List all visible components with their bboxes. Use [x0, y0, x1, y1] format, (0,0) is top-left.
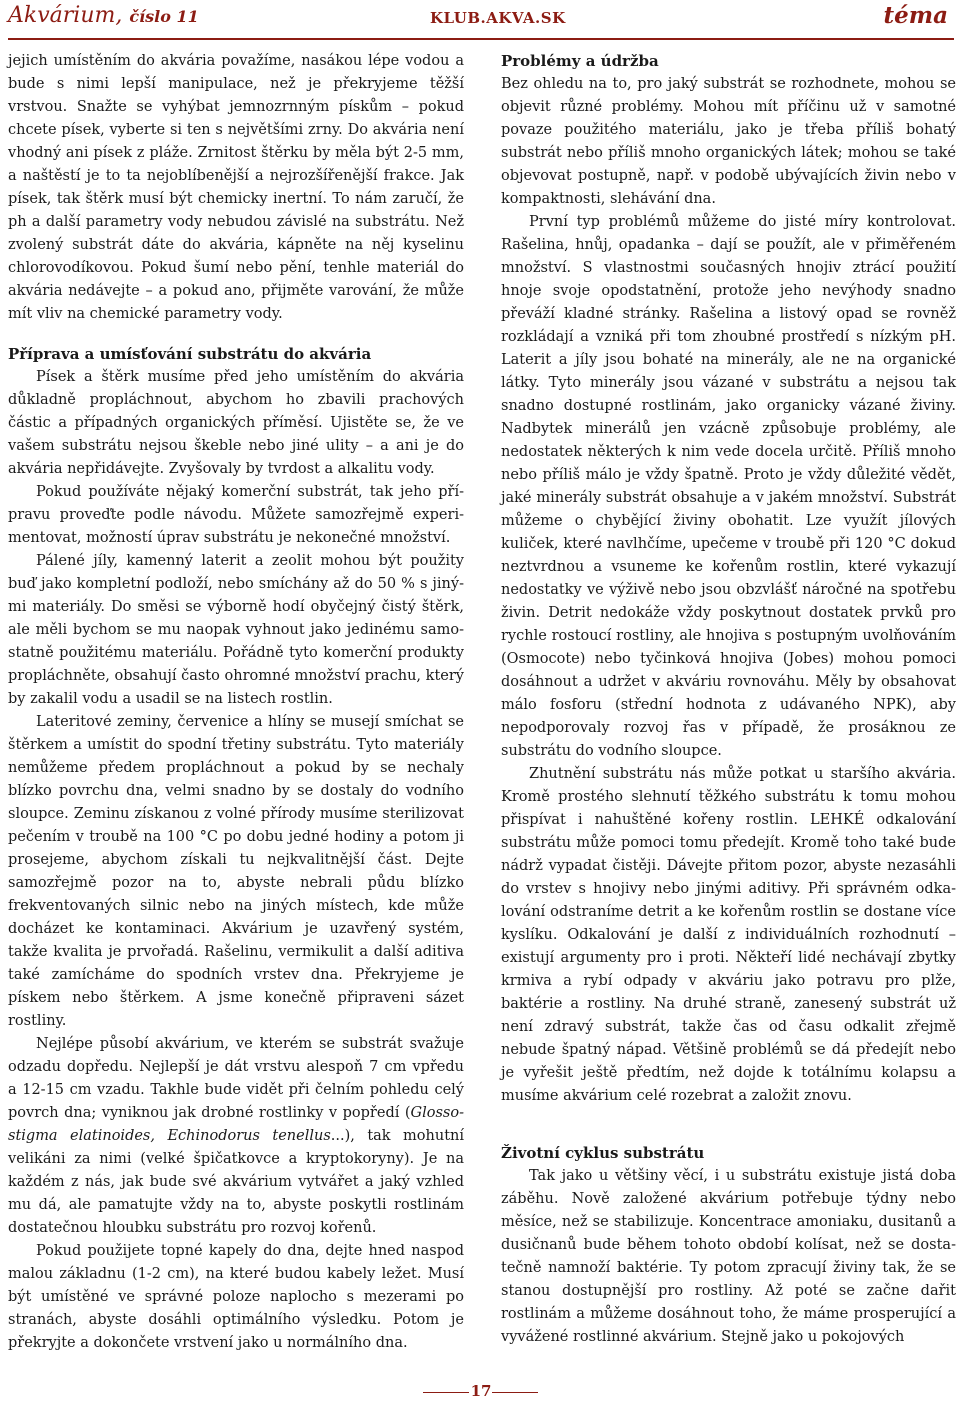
species-names: Glossostigma elatinoides, Echinodorus tenellus — [8, 1105, 464, 1144]
paragraph: Pálené jíly, kamenný laterit a zeolit mohou být použity buď jako kompletní podloží, nebo smíchány až do 50 % s jinými materiály. Do směsi se výborně hodí obyčejný čistý štěrk, ale měli bychom se mu naopak vyhnout jako jedinému samostatně použitému materiálu. Pořádně tyto komerční produkty propláchněte, obsahují často ohromné množství prachu, který by zakalil vodu a usadil se na listech rostlin. — [8, 553, 464, 707]
section-heading: Příprava a umísťování substrátu do akvária — [8, 345, 372, 363]
paragraph: Pokud používáte nějaký komerční substrát, tak jeho přípravu proveďte podle návodu. Můžete samozřejmě experimentovat, možností úprav substrátu je nekonečné množství. — [8, 484, 464, 546]
page-number-footer — [0, 1380, 960, 1402]
paragraph: První typ problémů můžeme do jisté míry kontrolovat. Rašelina, hnůj, opadanka – dají se použít, ale v přiměřeném množství. S vlastnostmi současných hnojiv ztrácí použití hnoje svoje opodstatnění, protože jeho nevýhody snadno převáží kladné stránky. Rašelina a listový opad se rovněž rozkládají a vzniká při tom zhoubné prostředí s nízkým pH. Laterit a jíly jsou bohaté na minerály, ale ne na organické látky. Tyto minerály jsou vázané v substrátu a nejsou tak snadno dostupné rostlinám, jako organicky vázané živiny. Nadbytek minerálů jen vzácně způsobuje problémy, ale nedostatek některých k nim vede docela určitě. Příliš mnoho nebo příliš málo je vždy špatně. Proto je vždy důležité vědět, jaké minerály substrát obsahuje a v jakém množství. Substrát můžeme o chybějící živiny obohatit. Lze využít jílových kuliček, které navlhčíme, upečeme v troubě při 120 °C dokud neztvrdnou a vsuneme ke kořenům rostlin, které vykazují nedostatky ve výživě nebo jsou obzvlášť náročné na spotřebu živin. Detrit nedokáže vždy poskytnout dostatek prvků pro rychle rostoucí rostliny, ale hnojiva s postupným uvolňováním (Osmocote) nebo tyčinková hnojiva (Jobes) mohou pomoci dosáhnout a udržet v akváriu rovnováhu. Měly by obsahovat málo fosforu (střední hodnota z udávaného NPK), aby nepodporovaly rozvoj řas v případě, že prosáknou ze substrátu do vodního sloupce. — [501, 214, 956, 759]
header-rule — [8, 38, 954, 40]
paragraph-text: ...), tak mohutní velikáni za nimi (velké špičatkovce a kryptokoryny). Je na každém z nás, jak bude své akvárium vytvářet a jaký vzhled mu dá, ale pamatujte vždy na to, abyste poskytli rostlinám dostatečnou hloubku substrátu pro rozvoj kořenů. — [8, 1128, 464, 1236]
section-label: téma — [883, 2, 948, 29]
footer-rule-right — [492, 1392, 538, 1393]
magazine-title — [8, 3, 199, 28]
paragraph: Lateritové zeminy, červenice a hlíny se musejí smíchat se štěrkem a umístit do spodní třetiny substrátu. Tyto materiály nemůžeme předem propláchnout a pokud by se nechaly blízko povrchu dna, velmi snadno by se dostaly do vodního sloupce. Zeminu získanou z volné přírody musíme sterilizovat pečením v troubě na 100 °C po dobu jedné hodiny a potom ji prosejeme, abychom získali tu nejkvalitnější část. Dejte samozřejmě pozor na to, abyste nebrali půdu blízko frekventovaných silnic nebo na jiných místech, kde může docházet ke kontaminaci. Akvárium je uzavřený systém, takže kvalita je prvořadá. Rašelinu, vermikulit a další aditiva také zamícháme do spodních vrstev dna. Překryjeme je pískem nebo štěrkem. A jsme konečně připraveni sázet rostliny. — [8, 714, 464, 1029]
page-header — [8, 0, 954, 38]
section-heading: Problémy a údržba — [501, 52, 659, 70]
paragraph: Písek a štěrk musíme před jeho umístěním do akvária důkladně propláchnout, abychom ho zbavili prachových částic a případných organických příměsí. Ujistěte se, že ve vašem substrátu nejsou škeble nebo jiné ulity – a ani je do akvária nepřidávejte. Zvyšovaly by tvrdost a alkalitu vody. — [8, 369, 464, 477]
section-heading: Životní cyklus substrátu — [501, 1144, 705, 1162]
paragraph-text: Nejlépe působí akvárium, ve kterém se substrát svažuje odzadu dopředu. Nejlepší je dát vrstvu alespoň 7 cm vpředu a 12-15 cm vzadu. Takhle bude vidět při čelním pohledu celý povrch dna; vyniknou jak drobné rostlinky v popředí ( — [8, 1036, 464, 1121]
issue-number: číslo 11 — [129, 7, 199, 26]
footer-rule-left — [423, 1392, 469, 1393]
paragraph: jejich umístěním do akvária považíme, nasákou lépe vodou a bude s nimi lepší manipulace, než je překryjeme těžší vrstvou. Snažte se vyhýbat jemnozrnným pískům – pokud chcete písek, vyberte si ten s největšími zrny. Do akvária není vhodný ani písek z pláže. Zrnitost štěrku by měla být 2-5 mm, a naštěstí je to ta nejoblíbenější a nejrozšířenější frakce. Jak písek, tak štěrk musí být chemicky inertní. To nám zaručí, že ph a další parametry vody nebudou závislé na substrátu. Než zvolený substrát dáte do akvária, kápněte na něj kyselinu chlorovodíkovou. Pokud šumí nebo pění, tenhle materiál do akvária nedávejte – a pokud ano, přijměte varování, že může mít vliv na chemické parametry vody. — [8, 53, 464, 322]
left-column — [8, 50, 464, 1355]
right-column — [501, 50, 956, 1349]
paragraph: Pokud použijete topné kapely do dna, dejte hned naspod malou základnu (1-2 cm), na které budou kabely ležet. Musí být umístěné ve správné poloze naplocho s mezerami po stranách, abyste dosáhli optimálního výsledku. Potom je překryjte a dokončete vrstvení jako u normálního dna. — [8, 1243, 464, 1351]
paragraph: Bez ohledu na to, pro jaký substrát se rozhodnete, mohou se objevit různé problémy. Mohou mít příčinu už v samotné povaze použitého materiálu, jako je třeba příliš bohatý substrát nebo příliš mnoho organických látek; mohou se také objevovat postupně, např. v podobě ubývajících živin nebo v kompaktnosti, slehávání dna. — [501, 76, 956, 207]
site-link[interactable]: KLUB.AKVA.SK — [430, 9, 566, 27]
paragraph: Tak jako u většiny věcí, i u substrátu existuje jistá doba záběhu. Nově založené akvárium potřebuje týdny nebo měsíce, než se stabilizuje. Koncentrace amoniaku, dusitanů a dusičnanů bude během tohoto období kolísat, než se dostatečně namnoží baktérie. Ty potom zpracují živiny tak, že se stanou dostupnější pro rostliny. Až poté se začne dařit rostlinám a můžeme dosáhnout toho, že máme prosperující a vyvážené rostlinné akvárium. Stejně jako u pokojových — [501, 1168, 956, 1345]
page-number: 17 — [470, 1382, 492, 1400]
magazine-name: Akvárium, — [8, 3, 123, 28]
paragraph — [8, 1033, 464, 1240]
paragraph: Zhutnění substrátu nás může potkat u staršího akvária. Kromě prostého slehnutí těžkého substrátu k tomu mohou přispívat i nahuštěné kořeny rostlin. LEHKÉ odkalování substrátu může pomoci tomu předejít. Kromě toho také bude nádrž vypadat čistěji. Dávejte přitom pozor, abyste nezasáhli do vrstev s hnojivy nebo jinými aditivy. Při správném odkalování odstraníme detrit a ke kořenům rostlin se dostane více kyslíku. Odkalování je další z individuálních rozhodnutí – existují argumenty pro i proti. Někteří lidé nechávají zbytky krmiva a rybí odpady v akváriu jako potravu pro plže, baktérie a rostliny. Na druhé straně, zanesený substrát už není zdravý substrát, takže čas od času odkalit zřejmě nebude špatný nápad. Většině problémů se dá předejít nebo je vyřešit ještě předtím, než dojde k totálnímu kolapsu a musíme akvárium celé rozebrat a založit znovu. — [501, 766, 956, 1104]
